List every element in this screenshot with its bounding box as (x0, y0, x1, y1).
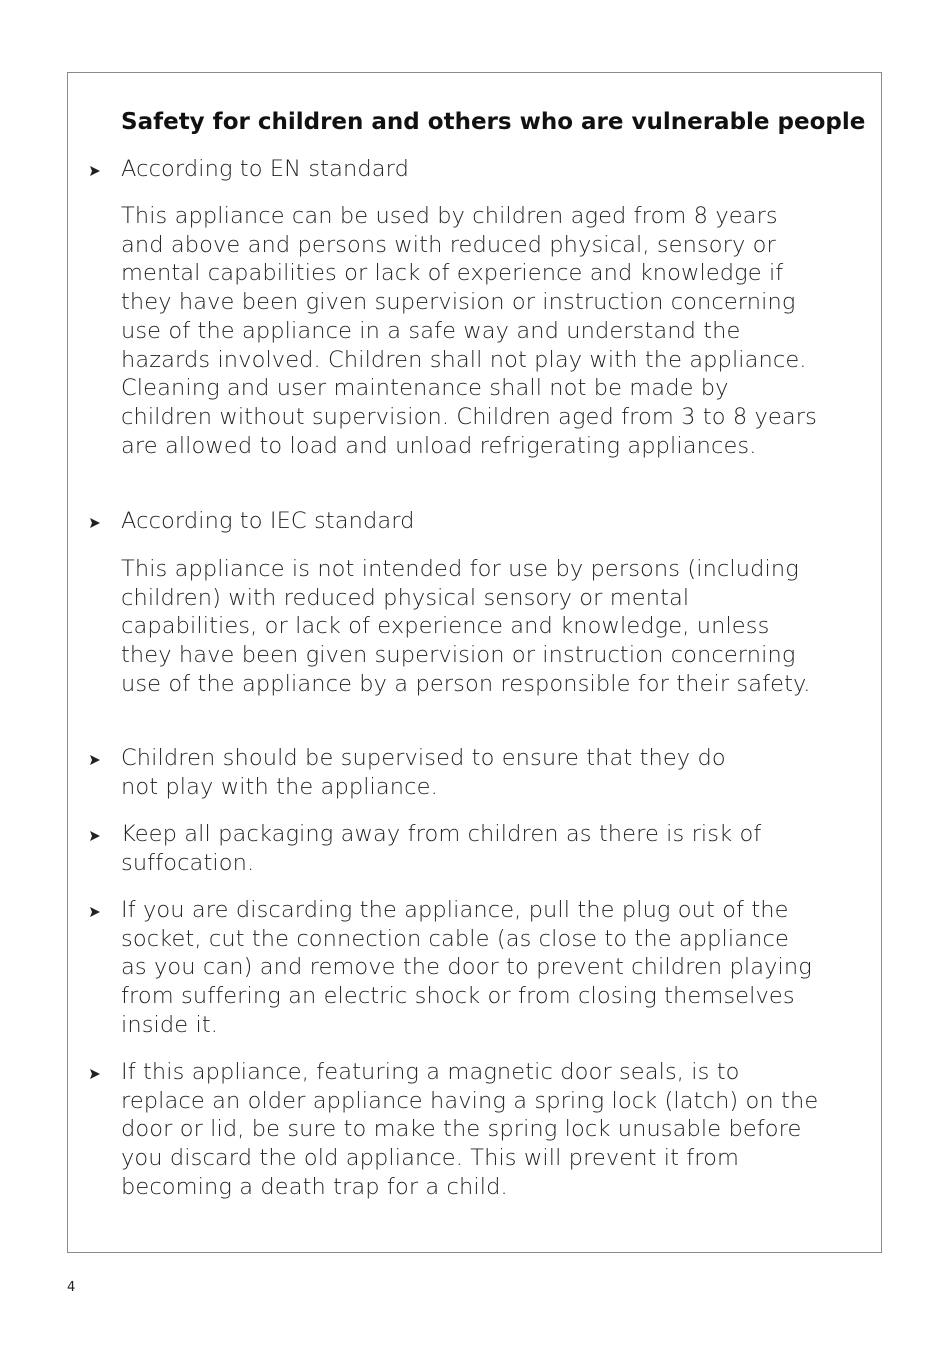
bullet-supervise-children: Children should be supervised to ensure that they do not play with the appliance. (121, 745, 726, 800)
bullet-arrow-icon (87, 898, 105, 926)
bullet-en-standard: According to EN standard (121, 156, 409, 182)
section-heading: Safety for children and others who are vulnerable people (121, 109, 866, 135)
bullet-discarding: If you are discarding the appliance, pull the plug out of the socket, cut the connection cable (as close to the appliance as you can) and remove the door to prevent children playing from suffering an electric shock or from closing themselves inside it. (121, 897, 812, 1038)
page-number: 4 (67, 1280, 76, 1295)
bullet-arrow-icon (87, 822, 105, 850)
bullet-iec-standard: According to IEC standard (121, 508, 415, 534)
bullet-arrow-icon (87, 1060, 105, 1088)
bullet-magnetic-door: If this appliance, featuring a magnetic door seals, is to replace an older appliance having a spring lock (latch) on the door or lid, be sure to make the spring lock unusable before you discard the old appliance. This will prevent it from becoming a death trap for a child. (121, 1059, 819, 1200)
paragraph-en-standard: This appliance can be used by children aged from 8 years and above and persons with reduced physical, sensory or mental capabilities or lack of experience and knowledge if they have been given supervision or instruction concerning use of the appliance in a safe way and understand the hazards involved. Children shall not play with the appliance. Cleaning and user maintenance shall not be made by children without supervision. Children aged from 3 to 8 years are allowed to load and unload refrigerating appliances. (121, 203, 817, 459)
bullet-packaging: Keep all packaging away from children as there is risk of suffocation. (121, 821, 762, 876)
bullet-arrow-icon (87, 746, 105, 774)
paragraph-iec-standard: This appliance is not intended for use by persons (including children) with reduced physical sensory or mental capabilities, or lack of experience and knowledge, unless they have been given supervision or instruction concerning use of the appliance by a person responsible for their safety. (121, 556, 811, 697)
bullet-arrow-icon (87, 157, 105, 185)
bullet-arrow-icon (87, 509, 105, 537)
